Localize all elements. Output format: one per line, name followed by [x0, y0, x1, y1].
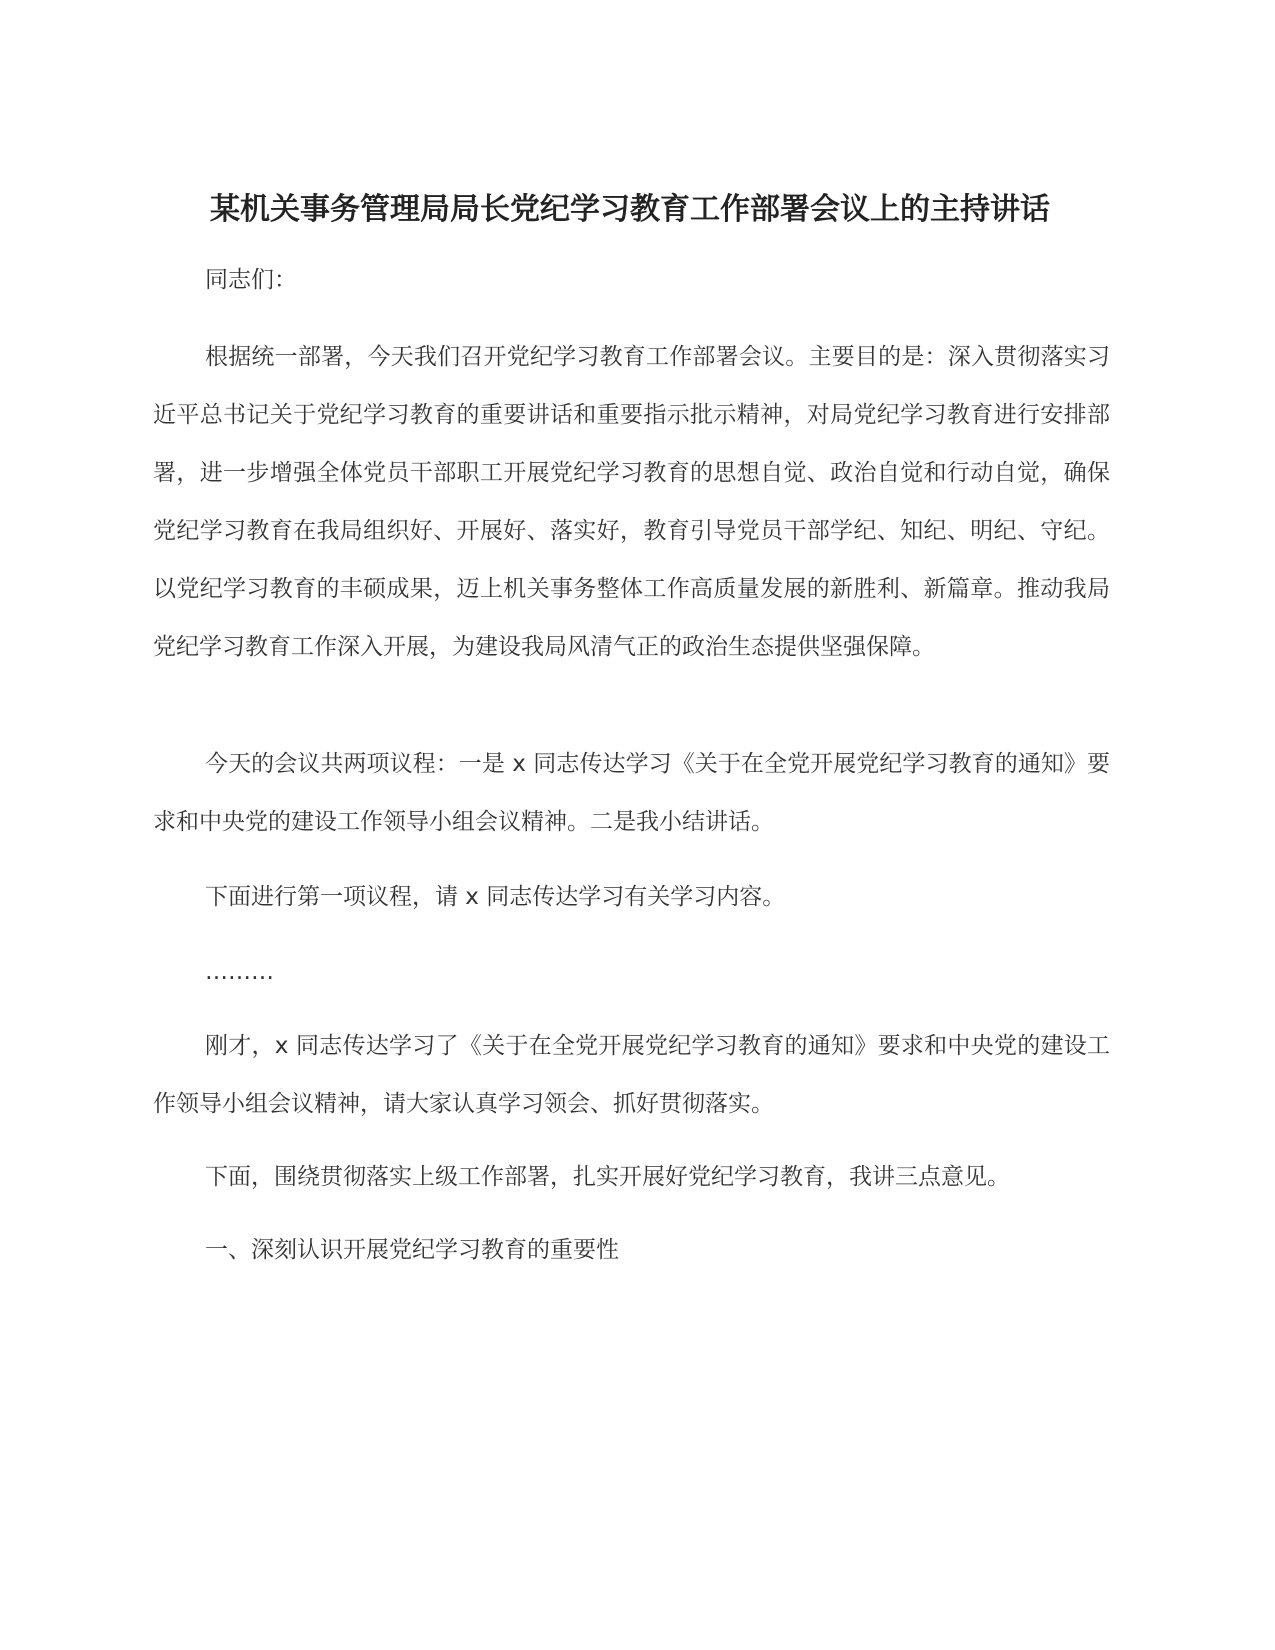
first-item-paragraph: 下面进行第一项议程，请 x 同志传达学习有关学习内容。	[205, 884, 786, 910]
opinions-intro-paragraph: 下面，围绕贯彻落实上级工作部署，扎实开展好党纪学习教育，我讲三点意见。	[205, 1164, 1010, 1190]
summary-paragraph: 刚才，x 同志传达学习了《关于在全党开展党纪学习教育的通知》要求和中央党的建设工作领导小组会议精神，请大家认真学习领会、抓好贯彻落实。	[153, 1033, 1110, 1117]
agenda-paragraph: 今天的会议共两项议程：一是 x 同志传达学习《关于在全党开展党纪学习教育的通知》要求和中央党的建设工作领导小组会议精神。二是我小结讲话。	[153, 751, 1110, 835]
section-heading-one: 一、深刻认识开展党纪学习教育的重要性	[205, 1237, 619, 1263]
document-title: 某机关事务管理局局长党纪学习教育工作部署会议上的主持讲话	[210, 192, 1050, 227]
purpose-paragraph: 根据统一部署，今天我们召开党纪学习教育工作部署会议。主要目的是：深入贯彻落实习近平总书记关于党纪学习教育的重要讲话和重要指示批示精神，对局党纪学习教育进行安排部署，进一步增强全体党员干部职工开展党纪学习教育的思想自觉、政治自觉和行动自觉，确保党纪学习教育在我局组织好、开展好、落实好，教育引导党员干部学纪、知纪、明纪、守纪。以党纪学习教育的丰硕成果，迈上机关事务整体工作高质量发展的新胜利、新篇章。推动我局党纪学习教育工作深入开展，为建设我局风清气正的政治生态提供坚强保障。	[153, 344, 1110, 660]
ellipsis-paragraph: ………	[205, 959, 274, 985]
salutation-paragraph: 同志们：	[205, 267, 297, 293]
